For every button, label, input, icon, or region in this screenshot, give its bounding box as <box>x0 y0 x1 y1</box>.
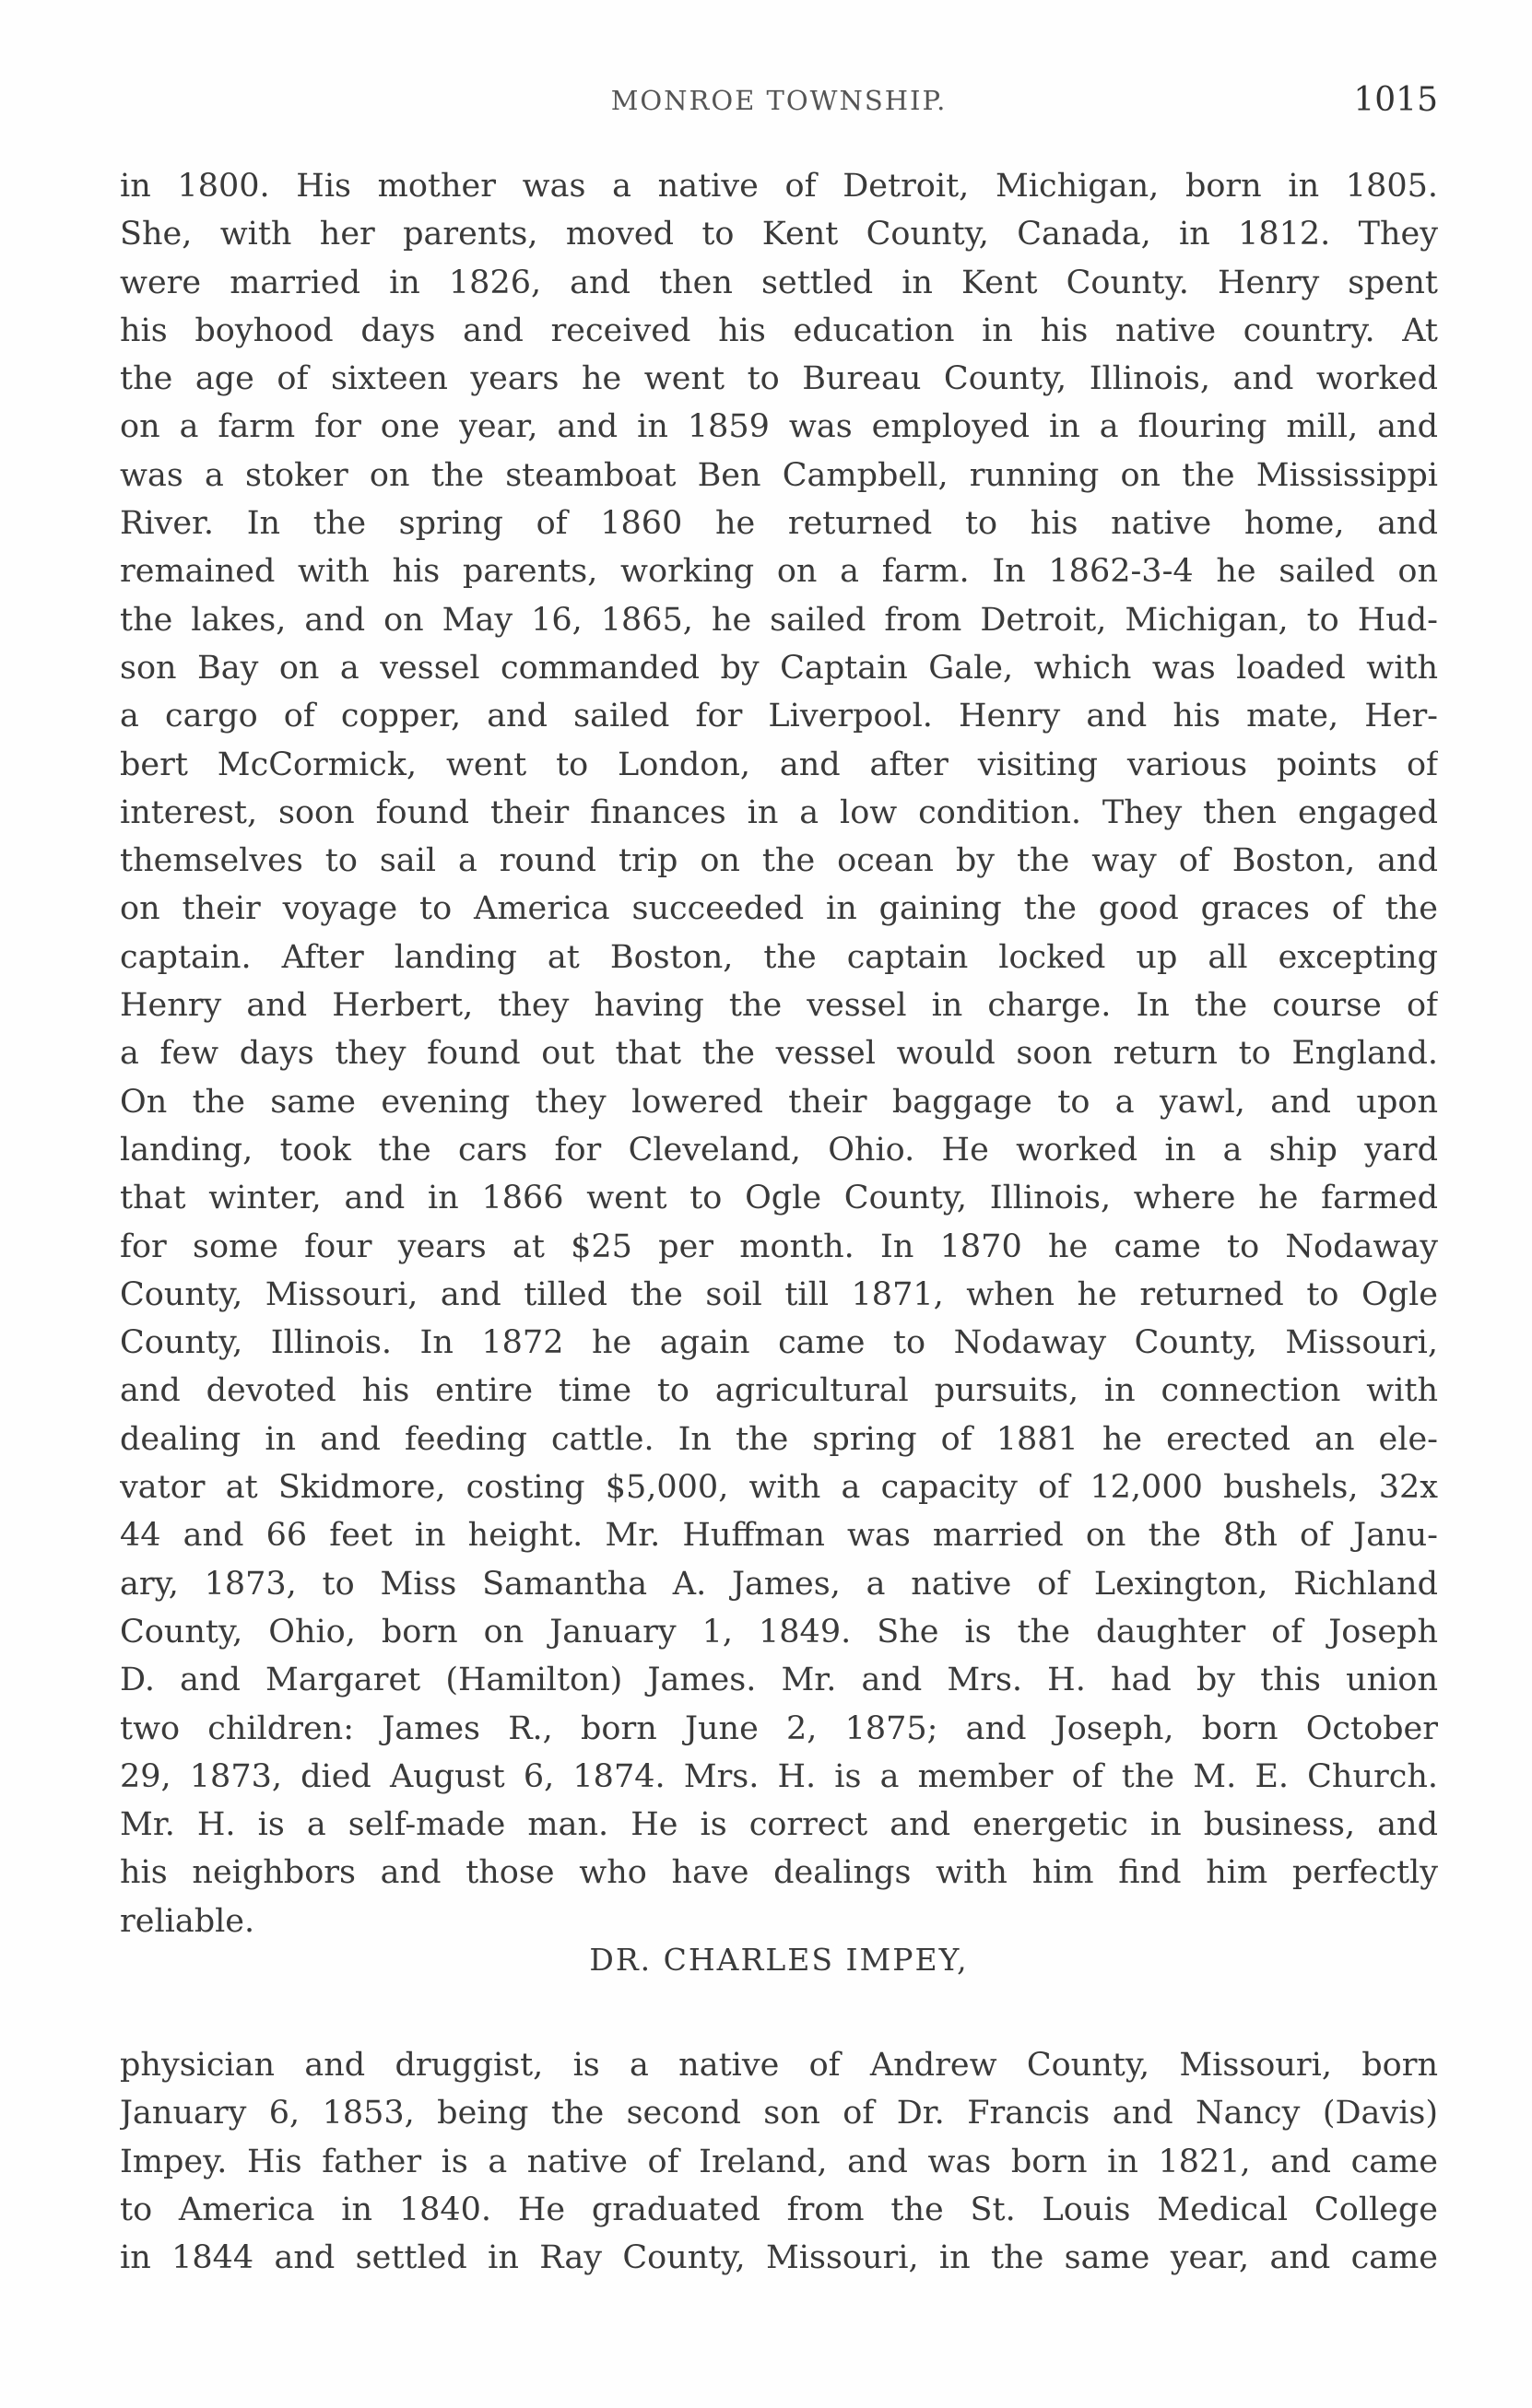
text-line: and devoted his entire time to agricultural pursuits, in connection with <box>120 1372 1438 1410</box>
text-line: 44 and 66 feet in height. Mr. Huffman was married on the 8th of Janu- <box>120 1517 1438 1555</box>
text-line: D. and Margaret (Hamilton) James. Mr. and Mrs. H. had by this union <box>120 1662 1438 1699</box>
text-line: On the same evening they lowered their baggage to a yawl, and upon <box>120 1083 1438 1121</box>
body-text <box>120 162 1438 2282</box>
text-line: to America in 1840. He graduated from the St. Louis Medical College <box>120 2191 1438 2228</box>
text-line: ary, 1873, to Miss Samantha A. James, a native of Lexington, Richland <box>120 1565 1438 1603</box>
text-line: interest, soon found their finances in a low condition. They then engaged <box>120 793 1438 831</box>
text-line: that winter, and in 1866 went to Ogle County, Illinois, where he farmed <box>120 1180 1438 1217</box>
text-line: in 1844 and settled in Ray County, Missouri, in the same year, and came <box>120 2239 1438 2277</box>
text-line: County, Missouri, and tilled the soil till 1871, when he returned to Ogle <box>120 1275 1438 1313</box>
text-line: was a stoker on the steamboat Ben Campbell, running on the Mississippi <box>120 456 1438 494</box>
text-line: County, Ohio, born on January 1, 1849. She is the daughter of Joseph <box>120 1613 1438 1650</box>
text-line: remained with his parents, working on a farm. In 1862-3-4 he sailed on <box>120 553 1438 591</box>
text-line: the lakes, and on May 16, 1865, he sailed from Detroit, Michigan, to Hud- <box>120 601 1438 639</box>
text-line: 29, 1873, died August 6, 1874. Mrs. H. is a member of the M. E. Church. <box>120 1757 1438 1795</box>
text-line: captain. After landing at Boston, the captain locked up all excepting <box>120 938 1438 976</box>
text-line: bert McCormick, went to London, and after visiting various points of <box>120 746 1438 783</box>
text-line: for some four years at $25 per month. In 1870 he came to Nodaway <box>120 1227 1438 1265</box>
text-line: son Bay on a vessel commanded by Captain Gale, which was loaded with <box>120 649 1438 687</box>
text-line: landing, took the cars for Cleveland, Ohio. He worked in a ship yard <box>120 1131 1438 1169</box>
text-line: his boyhood days and received his education in his native country. At <box>120 311 1438 349</box>
text-line: his neighbors and those who have dealings with him find him perfectly <box>120 1854 1438 1892</box>
biography-huffman <box>120 162 1438 1945</box>
running-title: MONROE TOWNSHIP. <box>610 85 948 116</box>
text-line: reliable. <box>120 1902 255 1940</box>
text-line: She, with her parents, moved to Kent County, Canada, in 1812. They <box>120 216 1438 253</box>
text-line: River. In the spring of 1860 he returned to his native home, and <box>120 505 1438 543</box>
text-line: Impey. His father is a native of Ireland, and was born in 1821, and came <box>120 2143 1438 2180</box>
text-line: County, Illinois. In 1872 he again came to Nodaway County, Missouri, <box>120 1324 1438 1362</box>
text-line: in 1800. His mother was a native of Detroit, Michigan, born in 1805. <box>120 168 1438 205</box>
page-number: 1015 <box>1353 81 1438 119</box>
running-header <box>120 81 1438 127</box>
text-line: on a farm for one year, and in 1859 was employed in a flouring mill, and <box>120 408 1438 446</box>
text-line: two children: James R., born June 2, 1875; and Joseph, born October <box>120 1709 1438 1747</box>
text-line: on their voyage to America succeeded in gaining the good graces of the <box>120 890 1438 928</box>
text-line: Mr. H. is a self-made man. He is correct and energetic in business, and <box>120 1806 1438 1844</box>
text-line: were married in 1826, and then settled in Kent County. Henry spent <box>120 264 1438 301</box>
text-line: vator at Skidmore, costing $5,000, with a capacity of 12,000 bushels, 32x <box>120 1469 1438 1507</box>
section-heading: DR. CHARLES IMPEY, <box>589 1941 969 1978</box>
text-line: January 6, 1853, being the second son of Dr. Francis and Nancy (Davis) <box>120 2095 1438 2132</box>
text-line: themselves to sail a round trip on the ocean by the way of Boston, and <box>120 842 1438 880</box>
text-line: Henry and Herbert, they having the vessel in charge. In the course of <box>120 987 1438 1025</box>
text-line: a cargo of copper, and sailed for Liverpool. Henry and his mate, Her- <box>120 698 1438 735</box>
text-line: physician and druggist, is a native of Andrew County, Missouri, born <box>120 2046 1438 2084</box>
text-line: dealing in and feeding cattle. In the spring of 1881 he erected an ele- <box>120 1420 1438 1458</box>
text-line: the age of sixteen years he went to Bureau County, Illinois, and worked <box>120 360 1438 398</box>
biography-impey <box>120 2041 1438 2282</box>
text-line: a few days they found out that the vessel would soon return to England. <box>120 1035 1438 1073</box>
